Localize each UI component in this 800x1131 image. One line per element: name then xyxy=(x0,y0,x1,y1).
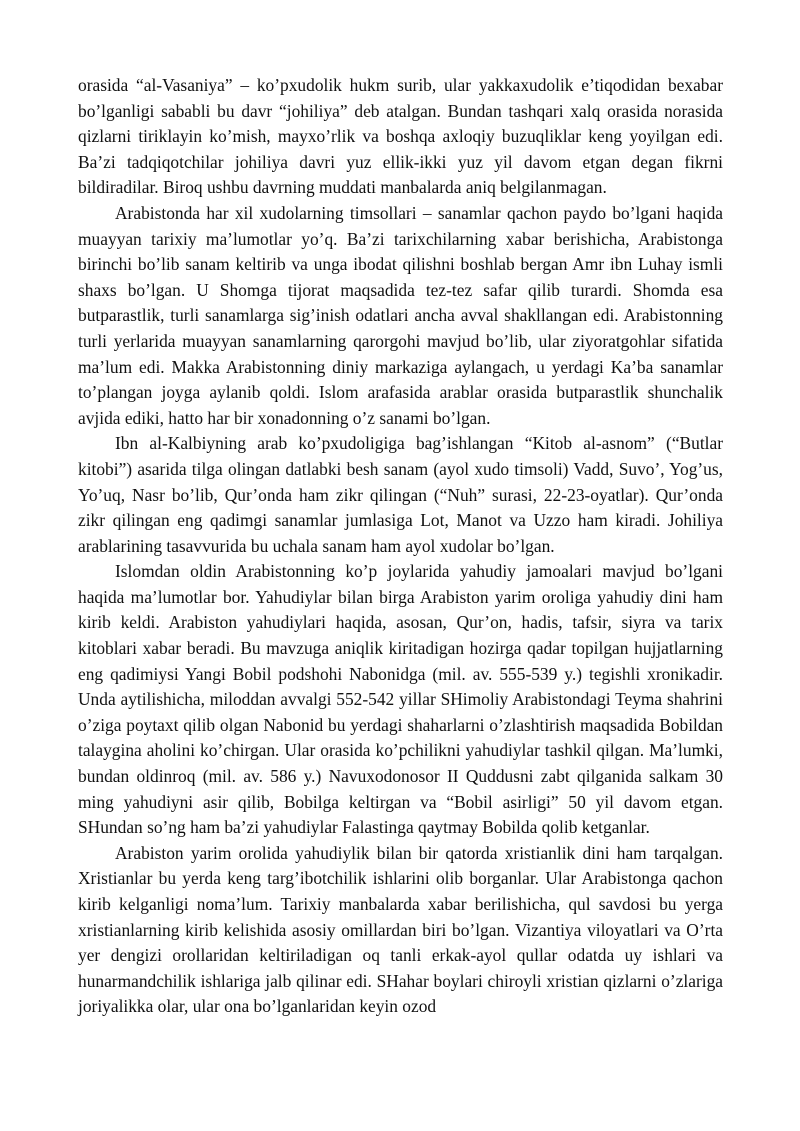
paragraph-jewish-communities: Islomdan oldin Arabistonning ko’p joylarida yahudiy jamoalari mavjud bo’lgani haqida ma’lumotlar bor. Yahudiylar bilan birga Arabiston yarim oroliga yahudiy dini ham kirib keldi. Arabiston yahudiylari haqida, asosan, Qur’on, hadis, tafsir, siyra va tarix kitoblari xabar beradi. Bu mavzuga aniqlik kiritadigan hozirga qadar topilgan hujjatlarning eng qadimiysi Yangi Bobil podshohi Nabonidga (mil. av. 555-539 y.) tegishli xronikadir. Unda aytilishicha, miloddan avvalgi 552-542 yillar SHimoliy Arabistondagi Teyma shahrini o’ziga poytaxt qilib olgan Nabonid bu yerdagi shaharlarni o’zlashtirish maqsadida Bobildan talaygina aholini ko’chirgan. Ular orasida ko’pchilikni yahudiylar tashkil qilgan. Ma’lumki, bundan oldinroq (mil. av. 586 y.) Navuxodonosor II Quddusni zabt qilganida salkam 30 ming yahudiyni asir qilib, Bobilga keltirgan va “Bobil asirligi” 50 yil davom etgan. SHundan so’ng ham ba’zi yahudiylar Falastinga qaytmay Bobilda qolib ketganlar. xyxy=(78,561,723,838)
document-page xyxy=(78,73,723,1020)
paragraph-idols-origin: Arabistonda har xil xudolarning timsollari – sanamlar qachon paydo bo’lgani haqida muayyan tarixiy ma’lumotlar yo’q. Ba’zi tarixchilarning xabar berishicha, Arabistonga birinchi bo’lib sanam keltirib va unga ibodat qilishni boshlab bergan Amr ibn Luhay ismli shaxs bo’lgan. U Shomga tijorat maqsadida tez-tez safar qilib turardi. Shomda esa butparastlik, turli sanamlarga sig’inish odatlari ancha avval shakllangan edi. Arabistonning turli yerlarida muayyan sanamlarning qarorgohi mavjud bo’lib, ular ziyoratgohlar sifatida ma’lum edi. Makka Arabistonning diniy markaziga aylangach, u yerdagi Ka’ba sanamlar to’plangan joyga aylanib qoldi. Islom arafasida arablar orasida butparastlik shunchalik avjida ediki, hatto har bir xonadonning o’z sanami bo’lgan. xyxy=(78,202,723,428)
paragraph-kitob-al-asnom: Ibn al-Kalbiyning arab ko’pxudoligiga bag’ishlangan “Kitob al-asnom” (“Butlar kitobi”) asarida tilga olingan datlabki besh sanam (ayol xudo timsoli) Vadd, Suvo’, Yog’us, Yo’uq, Nasr bo’lib, Qur’onda ham zikr qilingan (“Nuh” surasi, 22-23-oyatlar). Qur’onda zikr qilingan eng qadimgi sanamlar jumlasiga Lot, Manot va Uzzo ham kiradi. Johiliya arablarining tasavvurida bu uchala sanam ham ayol xudolar bo’lgan. xyxy=(78,433,723,556)
paragraph-christianity: Arabiston yarim orolida yahudiylik bilan bir qatorda xristianlik dini ham tarqalgan. Xristianlar bu yerda keng targ’ibotchilik ishlarini olib borganlar. Ular Arabistonga qachon kirib kelganligi noma’lum. Tarixiy manbalarda xabar berilishicha, qul savdosi bu yerga xristianlarning kirib kelishida asosiy omillardan biri bo’lgan. Vizantiya viloyatlari va O’rta yer dengizi orollaridan keltiriladigan oq tanli erkak-ayol qullar odatda uy ishlari va hunarmandchilik ishlariga jalb qilinar edi. SHahar boylari chiroyli xristian qizlarni o’zlariga joriyalikka olar, ular ona bo’lganlaridan keyin ozod xyxy=(78,842,723,1017)
paragraph-continuation: orasida “al-Vasaniya” – ko’pxudolik hukm surib, ular yakkaxudolik e’tiqodidan bexabar bo’lganligi sababli bu davr “johiliya” deb atalgan. Bundan tashqari xalq orasida norasida qizlarni tiriklayin ko’mish, mayxo’rlik va boshqa axloqiy buzuqliklar keng yoyilgan edi. Ba’zi tadqiqotchilar johiliya davri yuz ellik-ikki yuz yil davom etgan degan fikrni bildiradilar. Biroq ushbu davrning muddati manbalarda aniq belgilanmagan. xyxy=(78,75,723,198)
